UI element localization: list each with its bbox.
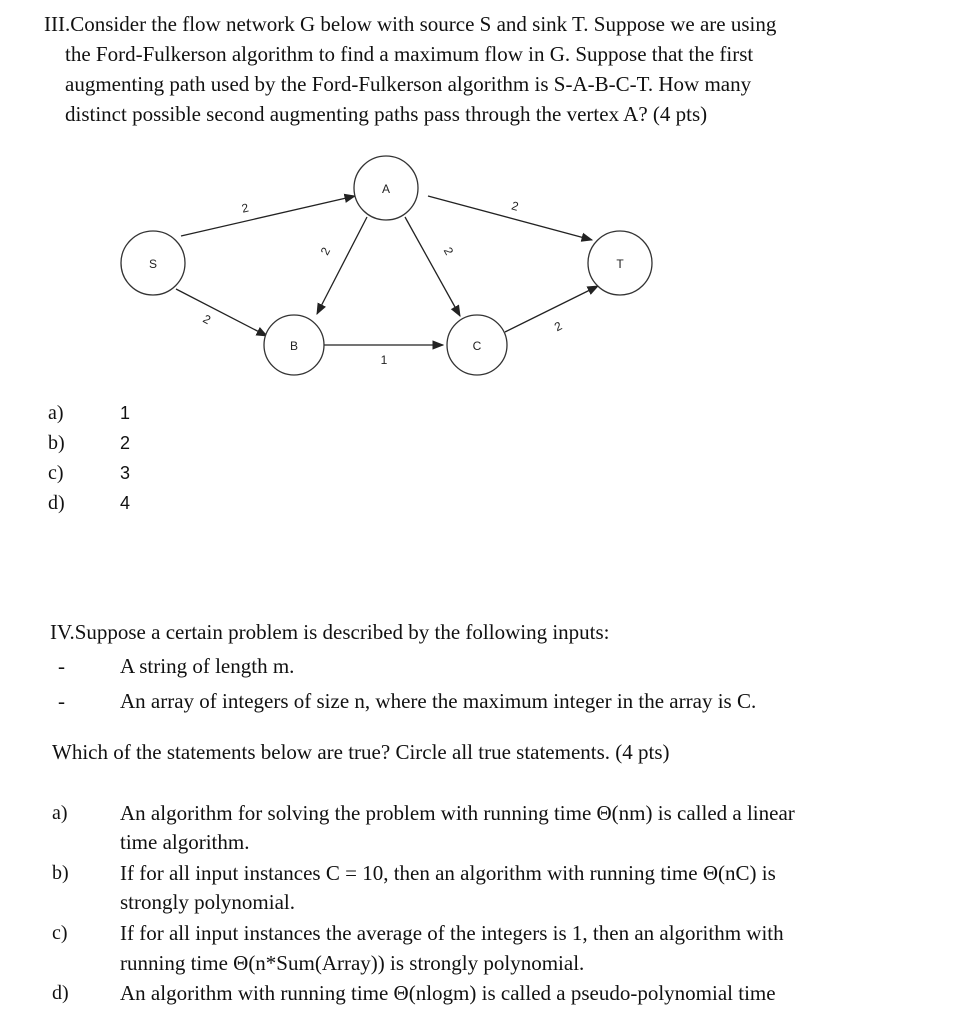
- node-B-label: B: [289, 339, 299, 353]
- edge-A-T: [428, 196, 592, 240]
- choice-text-a: time algorithm.: [120, 830, 250, 854]
- option-value-c: 3: [120, 463, 131, 483]
- q3-text-line: distinct possible second augmenting paths pass through the vertex A? (4 pts): [65, 102, 708, 126]
- edge-C-T: [505, 286, 598, 332]
- option-value-d: 4: [120, 493, 131, 513]
- bullet-text: An array of integers of size n, where the maximum integer in the array is C.: [120, 689, 757, 713]
- choice-text-d: An algorithm with running time Θ(nlogm) is called a pseudo-polynomial time: [120, 981, 776, 1005]
- node-C-label: C: [472, 339, 482, 353]
- choice-text-c: If for all input instances the average of the integers is 1, then an algorithm with: [120, 921, 784, 945]
- q4-prompt: Which of the statements below are true? Circle all true statements. (4 pts): [52, 740, 670, 764]
- choice-letter-a: a): [52, 802, 68, 824]
- node-T-label: T: [616, 257, 624, 271]
- q4-title: IV.Suppose a certain problem is described by the following inputs:: [50, 620, 610, 644]
- edge-S-B: [176, 289, 267, 336]
- option-letter-d: d): [48, 492, 65, 514]
- edge-A-B: [317, 217, 367, 314]
- bullet-dash: -: [58, 654, 65, 678]
- edge-label-A-T: 2: [509, 198, 521, 214]
- option-letter-a: a): [48, 402, 64, 424]
- bullet-dash: -: [58, 689, 65, 713]
- edge-label-A-C: 2: [440, 244, 457, 258]
- choice-text-c: running time Θ(n*Sum(Array)) is strongly polynomial.: [120, 951, 585, 975]
- q3-title: III.Consider the flow network G below with source S and sink T. Suppose we are using: [44, 12, 777, 36]
- edge-label-S-B: 2: [200, 311, 214, 328]
- edge-label-A-B: 2: [317, 244, 334, 258]
- option-letter-b: b): [48, 432, 65, 454]
- edge-label-C-T: 2: [552, 318, 565, 335]
- edge-label-B-C: 1: [380, 353, 388, 367]
- edge-label-S-A: 2: [240, 200, 250, 216]
- choice-letter-b: b): [52, 862, 69, 884]
- edge-S-A: [181, 196, 355, 236]
- q3-text-line: the Ford-Fulkerson algorithm to find a maximum flow in G. Suppose that the first: [65, 42, 754, 66]
- q3-text-line: augmenting path used by the Ford-Fulkerson algorithm is S-A-B-C-T. How many: [65, 72, 752, 96]
- option-value-a: 1: [120, 403, 131, 423]
- node-A-label: A: [381, 182, 391, 196]
- choice-letter-c: c): [52, 922, 68, 944]
- node-S-label: S: [148, 257, 158, 271]
- edge-A-C: [405, 217, 460, 316]
- option-value-b: 2: [120, 433, 131, 453]
- choice-letter-d: d): [52, 982, 69, 1004]
- choice-text-b: If for all input instances C = 10, then an algorithm with running time Θ(nC) is: [120, 861, 776, 885]
- option-letter-c: c): [48, 462, 64, 484]
- bullet-text: A string of length m.: [120, 654, 295, 678]
- choice-text-b: strongly polynomial.: [120, 890, 295, 914]
- choice-text-a: An algorithm for solving the problem with running time Θ(nm) is called a linear: [120, 801, 795, 825]
